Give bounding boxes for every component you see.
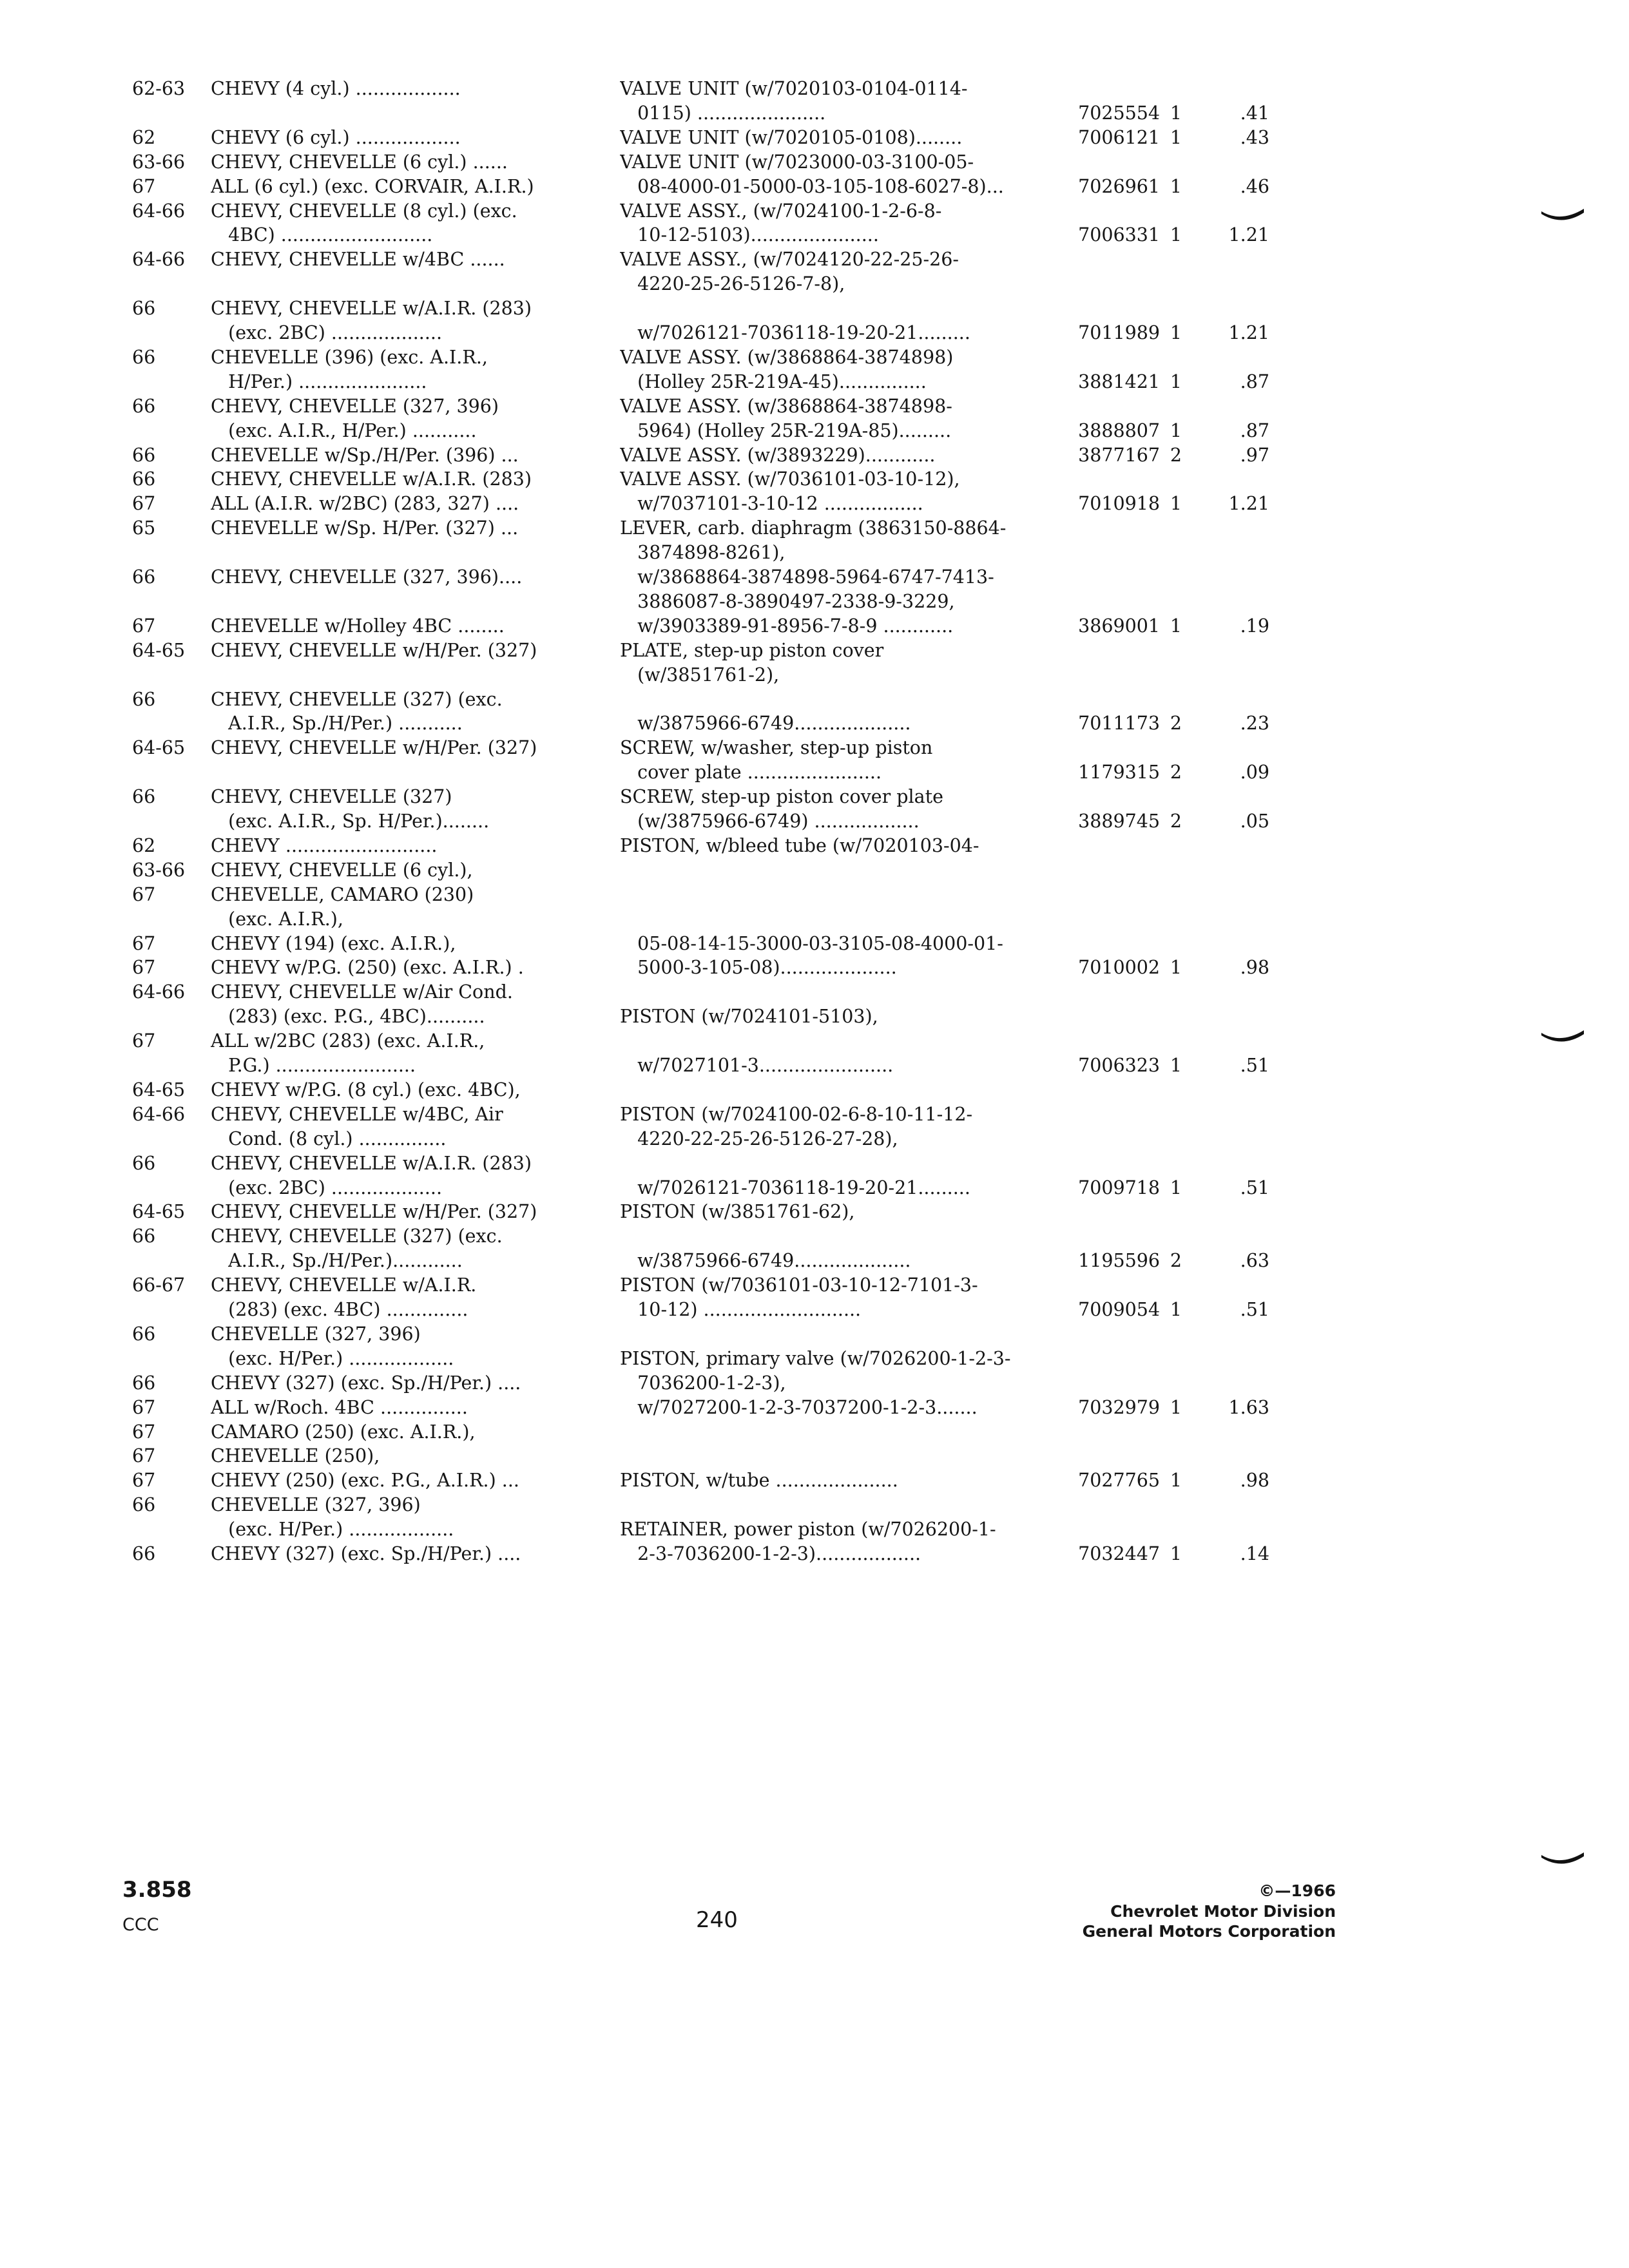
corporation-line: General Motors Corporation (1082, 1922, 1336, 1941)
row-description: VALVE ASSY. (w/7036101-03-10-12), (620, 468, 960, 490)
row-part-number: 3877167 (1078, 444, 1160, 466)
row-description: PISTON (w/7024101-5103), (620, 1006, 878, 1028)
row-quantity: 1 (1170, 224, 1182, 246)
row-year: 66 (132, 1494, 156, 1516)
row-year: 67 (132, 883, 156, 905)
row-application: CHEVY, CHEVELLE w/4BC, Air (211, 1103, 503, 1125)
row-application: (exc. A.I.R.), (211, 908, 343, 930)
table-row (0, 125, 1629, 151)
table-row (0, 833, 1629, 859)
row-price: .51 (1240, 1055, 1269, 1076)
row-year: 67 (132, 1421, 156, 1443)
row-year: 64-65 (132, 1201, 186, 1223)
row-application: CHEVY w/P.G. (8 cyl.) (exc. 4BC), (211, 1079, 521, 1100)
row-description: PISTON, w/tube ..................... (620, 1470, 898, 1492)
section-number: 3.858 (122, 1877, 192, 1903)
table-row (0, 76, 1629, 102)
table-row (0, 296, 1629, 322)
row-application: (exc. 2BC) ................... (211, 1177, 443, 1198)
row-quantity: 2 (1170, 1250, 1182, 1272)
row-quantity: 2 (1170, 713, 1182, 735)
row-year: 66 (132, 1323, 156, 1345)
row-quantity: 1 (1170, 322, 1182, 343)
row-application: CHEVY, CHEVELLE w/4BC ...... (211, 249, 505, 271)
table-row (0, 101, 1629, 126)
row-price: .98 (1240, 957, 1269, 979)
row-application: CHEVY (327) (exc. Sp./H/Per.) .... (211, 1372, 521, 1394)
table-row (0, 1370, 1629, 1396)
table-row (0, 687, 1629, 713)
table-row (0, 418, 1629, 444)
row-application: CHEVY, CHEVELLE (327) (211, 786, 452, 808)
row-year: 67 (132, 1396, 156, 1418)
row-application: (exc. A.I.R., Sp. H/Per.)........ (211, 811, 490, 832)
row-quantity: 1 (1170, 1396, 1182, 1418)
row-description: 5000-3-105-08).................... (620, 957, 897, 979)
row-price: .98 (1240, 1470, 1269, 1492)
row-part-number: 7027765 (1078, 1470, 1160, 1492)
table-row (0, 247, 1629, 273)
row-year: 67 (132, 615, 156, 637)
row-year: 64-65 (132, 1079, 186, 1100)
row-description: 5964) (Holley 25R-219A-85)......... (620, 419, 952, 441)
row-description: w/7027200-1-2-3-7037200-1-2-3....... (620, 1396, 978, 1418)
row-quantity: 1 (1170, 126, 1182, 148)
row-application: ALL (A.I.R. w/2BC) (283, 327) .... (211, 493, 519, 515)
row-application: CHEVY, CHEVELLE w/Air Cond. (211, 981, 513, 1003)
table-row (0, 198, 1629, 224)
row-description: 05-08-14-15-3000-03-3105-08-4000-01- (620, 932, 1003, 954)
row-description: VALVE ASSY., (w/7024100-1-2-6-8- (620, 200, 942, 222)
table-row (0, 1126, 1629, 1152)
row-description: cover plate ....................... (620, 762, 882, 783)
row-description: w/3875966-6749.................... (620, 713, 911, 735)
row-application: CHEVY, CHEVELLE w/H/Per. (327) (211, 639, 537, 661)
table-row (0, 955, 1629, 981)
row-price: .46 (1240, 175, 1269, 197)
row-part-number: 7010918 (1078, 493, 1160, 515)
row-price: .09 (1240, 762, 1269, 783)
row-description: VALVE UNIT (w/7020105-0108)........ (620, 126, 963, 148)
row-year: 64-66 (132, 981, 186, 1003)
row-description: 3874898-8261), (620, 542, 786, 564)
row-description: 7036200-1-2-3), (620, 1372, 786, 1394)
punch-mark-middle (1540, 1029, 1585, 1046)
table-row (0, 1248, 1629, 1274)
row-description: w/3903389-91-8956-7-8-9 ............ (620, 615, 954, 637)
row-application: CHEVY, CHEVELLE w/A.I.R. (283) (211, 298, 532, 320)
row-application: CHEVY (194) (exc. A.I.R.), (211, 932, 456, 954)
table-row (0, 1468, 1629, 1494)
table-row (0, 271, 1629, 297)
table-row (0, 320, 1629, 346)
row-application: CHEVY, CHEVELLE (327) (exc. (211, 688, 503, 710)
row-part-number: 1179315 (1078, 762, 1160, 783)
row-application: Cond. (8 cyl.) ............... (211, 1128, 447, 1149)
row-price: .87 (1240, 370, 1269, 392)
table-row (0, 711, 1629, 736)
row-quantity: 1 (1170, 1543, 1182, 1564)
table-row (0, 1199, 1629, 1225)
row-price: .51 (1240, 1177, 1269, 1198)
row-application: CHEVY, CHEVELLE w/A.I.R. (211, 1274, 477, 1296)
row-description: 0115) ...................... (620, 102, 826, 124)
row-application: (283) (exc. P.G., 4BC).......... (211, 1006, 485, 1028)
row-description: 4220-25-26-5126-7-8), (620, 273, 845, 295)
row-description: PISTON (w/7024100-02-6-8-10-11-12- (620, 1103, 973, 1125)
table-row (0, 1175, 1629, 1201)
table-row (0, 662, 1629, 688)
row-part-number: 3888807 (1078, 419, 1160, 441)
row-application: CHEVELLE (250), (211, 1445, 380, 1467)
row-application: 4BC) .......................... (211, 224, 433, 246)
row-price: .87 (1240, 419, 1269, 441)
row-description: (w/3875966-6749) .................. (620, 811, 920, 832)
table-row (0, 564, 1629, 590)
row-price: 1.21 (1228, 493, 1269, 515)
row-price: .43 (1240, 126, 1269, 148)
row-year: 67 (132, 957, 156, 979)
row-application: CHEVY, CHEVELLE w/H/Per. (327) (211, 737, 537, 759)
row-year: 64-65 (132, 737, 186, 759)
row-application: CHEVELLE w/Sp./H/Per. (396) ... (211, 444, 519, 466)
row-part-number: 3881421 (1078, 370, 1160, 392)
row-description: PISTON, primary valve (w/7026200-1-2-3- (620, 1347, 1011, 1369)
table-row (0, 540, 1629, 566)
table-row (0, 638, 1629, 664)
row-application: CHEVY, CHEVELLE (6 cyl.), (211, 859, 473, 881)
row-description: PISTON (w/7036101-03-10-12-7101-3- (620, 1274, 978, 1296)
row-description: (Holley 25R-219A-45)............... (620, 370, 927, 392)
row-description: VALVE ASSY. (w/3868864-3874898) (620, 346, 954, 368)
table-row (0, 174, 1629, 200)
row-quantity: 1 (1170, 1055, 1182, 1076)
table-row (0, 1004, 1629, 1030)
row-application: CHEVY (6 cyl.) .................. (211, 126, 461, 148)
page-number: 240 (696, 1907, 738, 1933)
catalog-code: CCC (122, 1915, 159, 1935)
row-part-number: 7032979 (1078, 1396, 1160, 1418)
table-row (0, 931, 1629, 957)
row-quantity: 1 (1170, 957, 1182, 979)
row-application: CHEVELLE (327, 396) (211, 1494, 421, 1516)
table-row (0, 1321, 1629, 1347)
row-year: 66 (132, 1372, 156, 1394)
table-row (0, 1419, 1629, 1445)
row-application: P.G.) ........................ (211, 1055, 416, 1076)
row-year: 67 (132, 493, 156, 515)
row-description: w/7026121-7036118-19-20-21......... (620, 322, 970, 343)
row-application: CHEVY (4 cyl.) .................. (211, 78, 461, 99)
copyright-line: ©—1966 (1258, 1881, 1336, 1900)
row-description: 4220-22-25-26-5126-27-28), (620, 1128, 898, 1149)
row-description: w/3868864-3874898-5964-6747-7413- (620, 566, 994, 588)
table-row (0, 1077, 1629, 1103)
table-row (0, 1346, 1629, 1372)
row-price: .41 (1240, 102, 1269, 124)
row-part-number: 7006121 (1078, 126, 1160, 148)
table-row (0, 1151, 1629, 1177)
row-application: CHEVY, CHEVELLE w/H/Per. (327) (211, 1201, 537, 1223)
row-year: 66 (132, 1543, 156, 1564)
table-row (0, 1541, 1629, 1567)
row-application: ALL w/2BC (283) (exc. A.I.R., (211, 1030, 485, 1052)
row-year: 67 (132, 932, 156, 954)
punch-mark-bottom (1540, 1851, 1585, 1868)
row-part-number: 7009054 (1078, 1299, 1160, 1320)
row-part-number: 1195596 (1078, 1250, 1160, 1272)
row-quantity: 2 (1170, 811, 1182, 832)
row-year: 66 (132, 444, 156, 466)
row-year: 62 (132, 126, 156, 148)
table-row (0, 907, 1629, 932)
row-year: 67 (132, 1445, 156, 1467)
row-part-number: 7006323 (1078, 1055, 1160, 1076)
row-application: CHEVY (327) (exc. Sp./H/Per.) .... (211, 1543, 521, 1564)
row-application: (exc. H/Per.) .................. (211, 1519, 454, 1541)
row-part-number: 7026961 (1078, 175, 1160, 197)
row-price: 1.21 (1228, 224, 1269, 246)
row-application: CHEVELLE, CAMARO (230) (211, 883, 474, 905)
row-part-number: 7009718 (1078, 1177, 1160, 1198)
row-application: CHEVY, CHEVELLE w/A.I.R. (283) (211, 1152, 532, 1174)
table-row (0, 1492, 1629, 1518)
row-price: .14 (1240, 1543, 1269, 1564)
row-application: (exc. H/Per.) .................. (211, 1347, 454, 1369)
row-application: CHEVY, CHEVELLE (327, 396).... (211, 566, 523, 588)
row-year: 63-66 (132, 151, 186, 173)
row-quantity: 1 (1170, 1177, 1182, 1198)
row-description: w/3875966-6749.................... (620, 1250, 911, 1272)
table-row (0, 345, 1629, 370)
row-application: CHEVY (250) (exc. P.G., A.I.R.) ... (211, 1470, 519, 1492)
row-description: VALVE UNIT (w/7023000-03-3100-05- (620, 151, 974, 173)
row-year: 66-67 (132, 1274, 186, 1296)
row-application: (exc. 2BC) ................... (211, 322, 443, 343)
division-line: Chevrolet Motor Division (1110, 1902, 1336, 1921)
row-description: SCREW, w/washer, step-up piston (620, 737, 933, 759)
table-row (0, 222, 1629, 248)
row-price: .23 (1240, 713, 1269, 735)
row-part-number: 3889745 (1078, 811, 1160, 832)
table-row (0, 1053, 1629, 1079)
row-description: 2-3-7036200-1-2-3).................. (620, 1543, 921, 1564)
table-row (0, 858, 1629, 883)
table-row (0, 979, 1629, 1005)
row-part-number: 7011989 (1078, 322, 1160, 343)
row-quantity: 1 (1170, 419, 1182, 441)
row-year: 66 (132, 298, 156, 320)
row-quantity: 2 (1170, 444, 1182, 466)
table-row (0, 515, 1629, 541)
row-year: 65 (132, 517, 156, 539)
table-row (0, 809, 1629, 834)
table-row (0, 394, 1629, 419)
row-description: w/7026121-7036118-19-20-21......... (620, 1177, 970, 1198)
row-description: VALVE ASSY. (w/3893229)............ (620, 444, 936, 466)
row-part-number: 3869001 (1078, 615, 1160, 637)
table-row (0, 149, 1629, 175)
row-application: CHEVY, CHEVELLE (6 cyl.) ...... (211, 151, 508, 173)
row-year: 67 (132, 1030, 156, 1052)
table-row (0, 369, 1629, 395)
row-description: LEVER, carb. diaphragm (3863150-8864- (620, 517, 1007, 539)
row-year: 66 (132, 688, 156, 710)
row-application: ALL w/Roch. 4BC ............... (211, 1396, 468, 1418)
table-row (0, 1443, 1629, 1469)
table-row (0, 443, 1629, 468)
table-row (0, 882, 1629, 908)
row-quantity: 1 (1170, 615, 1182, 637)
row-description: w/7027101-3....................... (620, 1055, 894, 1076)
row-description: RETAINER, power piston (w/7026200-1- (620, 1519, 996, 1541)
table-row (0, 784, 1629, 810)
row-year: 64-66 (132, 200, 186, 222)
row-quantity: 1 (1170, 1470, 1182, 1492)
table-row (0, 589, 1629, 615)
row-price: 1.21 (1228, 322, 1269, 343)
row-year: 64-66 (132, 249, 186, 271)
row-application: H/Per.) ...................... (211, 370, 427, 392)
row-description: VALVE UNIT (w/7020103-0104-0114- (620, 78, 968, 99)
row-quantity: 1 (1170, 370, 1182, 392)
row-application: A.I.R., Sp./H/Per.) ........... (211, 713, 463, 735)
row-price: .05 (1240, 811, 1269, 832)
row-description: VALVE ASSY. (w/3868864-3874898- (620, 395, 952, 417)
row-part-number: 7010002 (1078, 957, 1160, 979)
row-price: .97 (1240, 444, 1269, 466)
row-description: 10-12-5103)...................... (620, 224, 879, 246)
row-part-number: 7011173 (1078, 713, 1160, 735)
row-quantity: 1 (1170, 493, 1182, 515)
table-row (0, 1224, 1629, 1249)
row-year: 63-66 (132, 859, 186, 881)
row-year: 67 (132, 1470, 156, 1492)
row-description: w/7037101-3-10-12 ................. (620, 493, 923, 515)
row-price: .19 (1240, 615, 1269, 637)
table-row (0, 760, 1629, 785)
table-row (0, 491, 1629, 517)
row-price: 1.63 (1228, 1396, 1269, 1418)
row-year: 66 (132, 346, 156, 368)
row-application: CHEVY .......................... (211, 834, 438, 856)
row-application: (283) (exc. 4BC) .............. (211, 1299, 468, 1320)
row-part-number: 7032447 (1078, 1543, 1160, 1564)
row-year: 62-63 (132, 78, 186, 99)
row-description: 3886087-8-3890497-2338-9-3229, (620, 590, 955, 612)
row-part-number: 7025554 (1078, 102, 1160, 124)
row-quantity: 1 (1170, 175, 1182, 197)
row-quantity: 2 (1170, 762, 1182, 783)
row-application: CHEVELLE w/Sp. H/Per. (327) ... (211, 517, 519, 539)
row-application: CHEVELLE (327, 396) (211, 1323, 421, 1345)
row-application: CHEVELLE (396) (exc. A.I.R., (211, 346, 488, 368)
row-year: 66 (132, 786, 156, 808)
row-description: PISTON, w/bleed tube (w/7020103-04- (620, 834, 979, 856)
row-year: 62 (132, 834, 156, 856)
row-application: (exc. A.I.R., H/Per.) ........... (211, 419, 477, 441)
row-application: CHEVELLE w/Holley 4BC ........ (211, 615, 505, 637)
row-price: .63 (1240, 1250, 1269, 1272)
row-application: CHEVY, CHEVELLE (8 cyl.) (exc. (211, 200, 517, 222)
row-description: 08-4000-01-5000-03-105-108-6027-8)... (620, 175, 1004, 197)
row-application: CHEVY, CHEVELLE (327) (exc. (211, 1225, 503, 1247)
row-year: 66 (132, 395, 156, 417)
table-row (0, 1273, 1629, 1298)
row-part-number: 7006331 (1078, 224, 1160, 246)
table-row (0, 613, 1629, 639)
table-row (0, 1102, 1629, 1128)
row-application: CHEVY, CHEVELLE w/A.I.R. (283) (211, 468, 532, 490)
row-description: PLATE, step-up piston cover (620, 639, 884, 661)
table-row (0, 1297, 1629, 1323)
row-description: VALVE ASSY., (w/7024120-22-25-26- (620, 249, 959, 271)
row-quantity: 1 (1170, 102, 1182, 124)
row-description: PISTON (w/3851761-62), (620, 1201, 855, 1223)
table-row (0, 1517, 1629, 1542)
row-year: 64-66 (132, 1103, 186, 1125)
row-year: 66 (132, 566, 156, 588)
row-application: A.I.R., Sp./H/Per.)............ (211, 1250, 463, 1272)
row-year: 66 (132, 1225, 156, 1247)
punch-mark-top (1540, 207, 1585, 224)
table-row (0, 735, 1629, 761)
row-quantity: 1 (1170, 1299, 1182, 1320)
row-application: CAMARO (250) (exc. A.I.R.), (211, 1421, 476, 1443)
row-year: 66 (132, 468, 156, 490)
row-description: SCREW, step-up piston cover plate (620, 786, 943, 808)
row-year: 66 (132, 1152, 156, 1174)
row-application: ALL (6 cyl.) (exc. CORVAIR, A.I.R.) (211, 175, 534, 197)
row-year: 67 (132, 175, 156, 197)
row-description: 10-12) ........................... (620, 1299, 862, 1320)
row-application: CHEVY, CHEVELLE (327, 396) (211, 395, 499, 417)
row-year: 64-65 (132, 639, 186, 661)
table-row (0, 466, 1629, 492)
row-description: (w/3851761-2), (620, 664, 780, 686)
row-price: .51 (1240, 1299, 1269, 1320)
table-row (0, 1028, 1629, 1054)
row-application: CHEVY w/P.G. (250) (exc. A.I.R.) . (211, 957, 524, 979)
table-row (0, 1395, 1629, 1421)
